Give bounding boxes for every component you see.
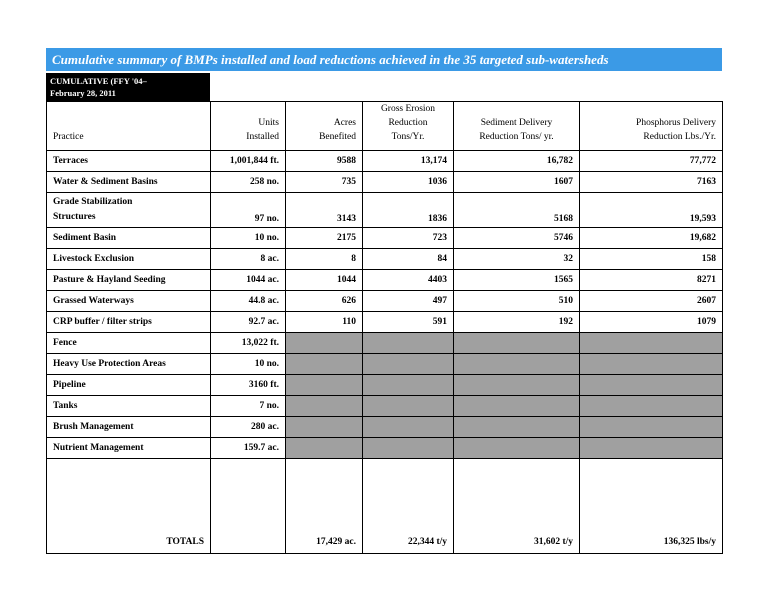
table-row <box>47 249 723 270</box>
header-gross-line-2: Reduction <box>388 118 428 128</box>
empty-cell <box>286 438 363 459</box>
units-installed: 10 no. <box>211 354 286 375</box>
practice-name: Terraces <box>47 151 211 172</box>
empty-cell <box>286 354 363 375</box>
table-row <box>47 438 723 459</box>
sediment-delivery-reduction: 1565 <box>454 270 580 291</box>
practice-name-line-1: Grade Stabilization <box>53 197 133 207</box>
acres-benefited: 1044 <box>286 270 363 291</box>
empty-cell <box>363 354 454 375</box>
gross-erosion-reduction: 84 <box>363 249 454 270</box>
practice-name: Nutrient Management <box>47 438 211 459</box>
totals-gross-erosion: 22,344 t/y <box>363 459 454 554</box>
empty-cell <box>363 375 454 396</box>
table-row <box>47 417 723 438</box>
units-installed: 1044 ac. <box>211 270 286 291</box>
gross-erosion-reduction: 1036 <box>363 172 454 193</box>
sediment-delivery-reduction: 16,782 <box>454 151 580 172</box>
phosphorus-delivery-reduction: 8271 <box>580 270 723 291</box>
empty-cell <box>286 333 363 354</box>
sediment-delivery-reduction: 510 <box>454 291 580 312</box>
practice-name <box>47 193 211 228</box>
table-row <box>47 333 723 354</box>
table-row <box>47 312 723 333</box>
practice-name: Fence <box>47 333 211 354</box>
table-row <box>47 172 723 193</box>
header-row <box>47 102 723 151</box>
cumulative-line-2: February 28, 2011 <box>50 88 116 98</box>
units-installed: 280 ac. <box>211 417 286 438</box>
gross-erosion-reduction: 723 <box>363 228 454 249</box>
units-installed: 44.8 ac. <box>211 291 286 312</box>
phosphorus-delivery-reduction: 19,682 <box>580 228 723 249</box>
units-installed: 13,022 ft. <box>211 333 286 354</box>
units-installed: 97 no. <box>211 193 286 228</box>
empty-cell <box>363 417 454 438</box>
totals-label: TOTALS <box>47 459 211 554</box>
units-installed: 8 ac. <box>211 249 286 270</box>
empty-cell <box>286 396 363 417</box>
units-installed: 92.7 ac. <box>211 312 286 333</box>
empty-cell <box>454 333 580 354</box>
phosphorus-delivery-reduction: 7163 <box>580 172 723 193</box>
acres-benefited: 2175 <box>286 228 363 249</box>
empty-cell <box>286 417 363 438</box>
header-sediment-line-1: Sediment Delivery <box>480 118 553 128</box>
totals-row <box>47 459 723 554</box>
empty-cell <box>363 396 454 417</box>
totals-acres: 17,429 ac. <box>286 459 363 554</box>
units-installed: 3160 ft. <box>211 375 286 396</box>
acres-benefited: 626 <box>286 291 363 312</box>
practice-name: Grassed Waterways <box>47 291 211 312</box>
acres-benefited: 3143 <box>286 193 363 228</box>
table-row <box>47 396 723 417</box>
gross-erosion-reduction: 4403 <box>363 270 454 291</box>
table-row <box>47 375 723 396</box>
sediment-delivery-reduction: 5168 <box>454 193 580 228</box>
totals-sediment-delivery: 31,602 t/y <box>454 459 580 554</box>
header-practice: Practice <box>47 102 211 151</box>
sediment-delivery-reduction: 5746 <box>454 228 580 249</box>
practice-name: Tanks <box>47 396 211 417</box>
empty-cell <box>580 417 723 438</box>
empty-cell <box>454 396 580 417</box>
header-phosphorus-line-2: Reduction Lbs./Yr. <box>643 132 716 142</box>
bmp-summary-table <box>46 101 723 554</box>
table-row <box>47 270 723 291</box>
table-title: Cumulative summary of BMPs installed and load reductions achieved in the 35 targeted sub-watersheds <box>46 48 722 71</box>
cumulative-period-label <box>46 73 210 101</box>
acres-benefited: 110 <box>286 312 363 333</box>
empty-cell <box>454 354 580 375</box>
header-phosphorus-line-1: Phosphorus Delivery <box>636 118 716 128</box>
cumulative-line-1: CUMULATIVE (FFY '04– <box>50 76 147 86</box>
empty-cell <box>580 333 723 354</box>
header-units-line-1: Units <box>258 118 279 128</box>
phosphorus-delivery-reduction: 158 <box>580 249 723 270</box>
table-row <box>47 354 723 375</box>
header-gross-line-1: Gross Erosion <box>380 104 436 114</box>
units-installed: 10 no. <box>211 228 286 249</box>
header-units-line-2: Installed <box>246 132 279 142</box>
empty-cell <box>580 354 723 375</box>
practice-name: Livestock Exclusion <box>47 249 211 270</box>
practice-name-line-2: Structures <box>53 212 96 222</box>
units-installed: 1,001,844 ft. <box>211 151 286 172</box>
header-acres-line-2: Benefited <box>319 132 356 142</box>
practice-name: CRP buffer / filter strips <box>47 312 211 333</box>
table-row <box>47 151 723 172</box>
empty-cell <box>363 438 454 459</box>
sediment-delivery-reduction: 192 <box>454 312 580 333</box>
practice-name: Pasture & Hayland Seeding <box>47 270 211 291</box>
empty-cell <box>454 375 580 396</box>
header-phosphorus-delivery <box>580 102 723 151</box>
empty-cell <box>454 417 580 438</box>
units-installed: 159.7 ac. <box>211 438 286 459</box>
empty-cell <box>286 375 363 396</box>
header-units <box>211 102 286 151</box>
table-row <box>47 291 723 312</box>
header-gross-erosion <box>363 102 454 151</box>
acres-benefited: 9588 <box>286 151 363 172</box>
practice-name: Water & Sediment Basins <box>47 172 211 193</box>
empty-cell <box>580 438 723 459</box>
phosphorus-delivery-reduction: 2607 <box>580 291 723 312</box>
practice-name: Pipeline <box>47 375 211 396</box>
units-installed: 7 no. <box>211 396 286 417</box>
acres-benefited: 735 <box>286 172 363 193</box>
gross-erosion-reduction: 591 <box>363 312 454 333</box>
header-sediment-line-2: Reduction Tons/ yr. <box>479 132 554 142</box>
gross-erosion-reduction: 13,174 <box>363 151 454 172</box>
empty-cell <box>580 375 723 396</box>
table-row <box>47 193 723 228</box>
phosphorus-delivery-reduction: 1079 <box>580 312 723 333</box>
gross-erosion-reduction: 1836 <box>363 193 454 228</box>
header-sediment-delivery <box>454 102 580 151</box>
empty-cell <box>454 438 580 459</box>
units-installed: 258 no. <box>211 172 286 193</box>
practice-name: Heavy Use Protection Areas <box>47 354 211 375</box>
table-row <box>47 228 723 249</box>
phosphorus-delivery-reduction: 77,772 <box>580 151 723 172</box>
totals-units <box>211 459 286 554</box>
practice-name: Sediment Basin <box>47 228 211 249</box>
sediment-delivery-reduction: 1607 <box>454 172 580 193</box>
practice-name: Brush Management <box>47 417 211 438</box>
acres-benefited: 8 <box>286 249 363 270</box>
empty-cell <box>580 396 723 417</box>
header-acres-line-1: Acres <box>333 118 356 128</box>
header-acres <box>286 102 363 151</box>
gross-erosion-reduction: 497 <box>363 291 454 312</box>
sediment-delivery-reduction: 32 <box>454 249 580 270</box>
phosphorus-delivery-reduction: 19,593 <box>580 193 723 228</box>
empty-cell <box>363 333 454 354</box>
totals-phosphorus-delivery: 136,325 lbs/y <box>580 459 723 554</box>
header-gross-line-3: Tons/Yr. <box>391 132 425 142</box>
